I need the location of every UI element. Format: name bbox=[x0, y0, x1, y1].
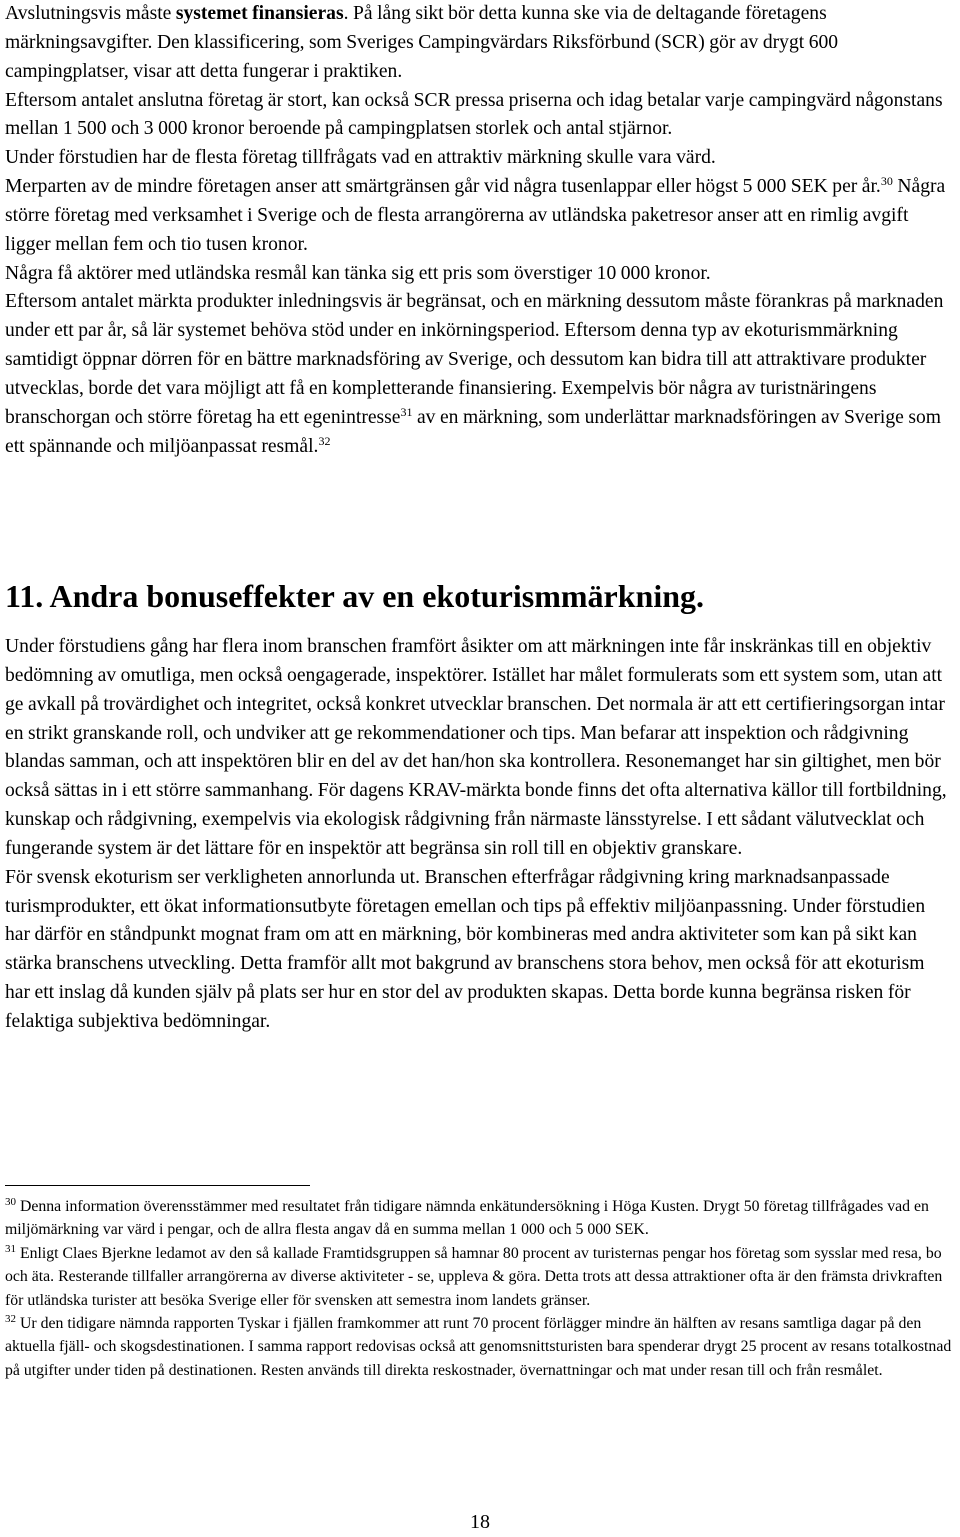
bold-text: systemet finansieras bbox=[175, 3, 344, 24]
section-bonus-effects bbox=[5, 633, 953, 1037]
footnote-number: 32 bbox=[5, 1313, 16, 1326]
text-run: . På lång sikt bör detta kunna ske via de deltagande företagens märkningsavgifter. Den klassificering, som Sveriges Campingvärdars Riksförbund (SCR) gör av drygt 600 campingplatser, visar att detta fungerar i praktiken. bbox=[5, 3, 839, 82]
footnote-text: Ur den tidigare nämnda rapporten Tyskar i fjällen framkommer att runt 70 procent förlägger mindre än hälften av resans samtliga dagar på den aktuella fjäll- och skogsdestinationen. I samma rapport redovisas också att genomsnittsturisten bara spenderar drygt 25 procent av resans totalkostnad på utgifter under tiden på destinationen. Resten används till direkta reskostnader, övernattningar och mat under resan till och från resmålet. bbox=[5, 1315, 952, 1379]
footnotes bbox=[5, 1195, 953, 1382]
text-run: Merparten av de mindre företagen anser att smärtgränsen går vid några tusenlappar eller högst 5 000 SEK per år. bbox=[5, 176, 881, 198]
text-run: av en märkning, som underlättar marknadsföringen av Sverige som ett spännande och miljöanpassat resmål. bbox=[5, 406, 942, 457]
footnote-ref-32[interactable]: 32 bbox=[318, 433, 331, 448]
section-heading: 11. Andra bonuseffekter av en ekoturismmärkning. bbox=[5, 578, 705, 614]
footnote-30 bbox=[5, 1195, 953, 1242]
paragraph-swedish-ecotourism: För svensk ekoturism ser verkligheten annorlunda ut. Branschen efterfrågar rådgivning kring marknadsanpassade turismprodukter, ett ökat informationsutbyte företagen emellan och tips på effektiv miljöanpassning. Under förstudien har därför en ståndpunkt mognat fram om att en märkning, bör kombineras med andra aktiviteter som kan på sikt kan stärka branschens utveckling. Detta framför allt mot bakgrund av branschens stora behov, men också för att ekoturism har ett inslag då kunden själv på plats ser hur en stor del av produkten skapas. Detta borde kunna begränsa risken för felaktiga subjektiva bedömningar. bbox=[5, 866, 926, 1032]
footnote-text: Denna information överensstämmer med resultatet från tidigare nämnda enkätundersökning i Höga Kusten. Drygt 50 företag tillfrågades vad en miljömärkning var värd i pengar, och de allra flesta angav då en summa mellan 1 000 och 5 000 SEK. bbox=[5, 1198, 929, 1239]
section-financing bbox=[5, 0, 953, 462]
footnote-ref-31[interactable]: 31 bbox=[400, 404, 413, 419]
paragraph-scr-pricing: Eftersom antalet anslutna företag är stort, kan också SCR pressa priserna och idag betalar varje campingvärd någonstans mellan 1 500 och 3 000 kronor beroende på campingplatsen storlek och antal stjärnor. bbox=[5, 89, 943, 140]
text-run: Eftersom antalet märkta produkter inledningsvis är begränsat, och en märkning dessutom måste förankras på marknaden under ett par år, så lär systemet behöva stöd under en inkörningsperiod. Eftersom denna typ av ekoturismmärkning samtidigt öppnar dörren för en bättre marknadsföring av Sverige, och dessutom kan bidra till att attraktivare produkter utvecklas, borde det vara möjligt att få en kompletterande finansiering. Exempelvis bör några av turistnäringens branschorgan och större företag ha ett egenintresse bbox=[5, 291, 944, 428]
paragraph-financing bbox=[5, 0, 953, 87]
paragraph-foreign-destinations: Några få aktörer med utländska resmål kan tänka sig ett pris som överstiger 10 000 kronor. bbox=[5, 262, 711, 284]
footnote-text: Enligt Claes Bjerkne ledamot av den så kallade Framtidsgruppen så hamnar 80 procent av turisternas pengar hos företag som sysslar med resa, bo och äta. Resterande tillfaller arrangörerna av diverse aktiviteter - se, uppleva & göra. Detta trots att dessa attraktioner ofta är den främsta drivkraften för utländska turister att besöka Sverige eller för svensken att semestra inom landets gränser. bbox=[5, 1244, 943, 1309]
text-run: Avslutningsvis måste bbox=[5, 3, 176, 24]
text-run: Några större företag med verksamhet i Sverige och de flesta arrangörerna av utländska paketresor anser att en rimlig avgift ligger mellan fem och tio tusen kronor. bbox=[5, 176, 946, 255]
footnote-31 bbox=[5, 1242, 953, 1312]
document-page bbox=[5, 0, 953, 1379]
footnote-separator bbox=[5, 1185, 310, 1186]
paragraph-survey: Under förstudien har de flesta företag tillfrågats vad en attraktiv märkning skulle vara värd. bbox=[5, 147, 716, 169]
footnote-ref-30[interactable]: 30 bbox=[880, 174, 893, 189]
footnote-number: 30 bbox=[5, 1196, 16, 1208]
paragraph-startup-support bbox=[5, 288, 953, 461]
footnote-32 bbox=[5, 1312, 953, 1382]
footnote-number: 31 bbox=[5, 1242, 16, 1255]
page-number: 18 bbox=[470, 1511, 490, 1533]
paragraph-inspection-advice: Under förstudiens gång har flera inom branschen framfört åsikter om att märkningen inte får inskränkas till en objektiv bedömning av omutliga, men också oengagerade, inspektörer. Istället har målet formulerats som ett system som, utan att ge avkall på trovärdighet och integritet, också konkret utvecklar branschen. Det normala är att ett certifieringsorgan intar en strikt granskande roll, och undviker att ge rekommendationer och tips. Man befarar att inspektion och rådgivning blandas samman, och att inspektören blir en del av det han/hon ska kontrollera. Resonemanget har sin giltighet, men bör också sättas in i ett större sammanhang. För dagens KRAV-märkta bonde finns det ofta alternativa källor till fortbildning, kunskap och rådgivning, exempelvis via ekologisk rådgivning från närmaste länsstyrelse. I ett sådant välutvecklat och fungerande system är det lättare för en inspektör att begränsa sin roll till en objektiv granskare. bbox=[5, 636, 947, 859]
paragraph-pain-threshold bbox=[5, 173, 953, 260]
